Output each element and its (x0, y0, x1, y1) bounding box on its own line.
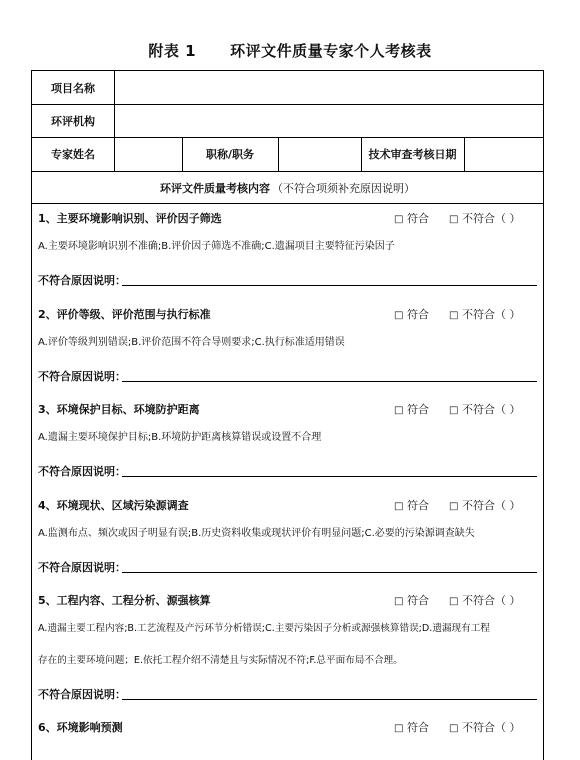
reason-line (122, 476, 537, 477)
reason-line (122, 285, 537, 286)
position-field[interactable] (279, 138, 361, 171)
checkbox-icon: □ (394, 405, 404, 416)
agency-field[interactable] (115, 105, 543, 137)
checkbox-icon: □ (449, 310, 459, 321)
row-divider (32, 203, 543, 204)
checkbox-icon: □ (449, 214, 459, 225)
expert-name-label: 专家姓名 (51, 148, 95, 161)
section-description: A.主要环境影响识别不准确;B.评价因子筛选不准确;C.遗漏项目主要特征污染因子 (38, 241, 395, 252)
checkbox-icon: □ (394, 596, 404, 607)
reason-label: 不符合原因说明： (38, 465, 126, 478)
checkbox-icon: □ (394, 723, 404, 734)
checkbox-icon: □ (394, 214, 404, 225)
section-title (38, 401, 537, 419)
section-description: A.监测布点、频次或因子明显有误;B.历史资料收集或现状评价有明显问题;C.必要的污染源调查缺失 (38, 528, 475, 539)
section-title-text: 3、环境保护目标、环境防护距离 (38, 403, 200, 416)
section-description: A.遗漏主要工程内容;B.工艺流程及产污环节分析错误;C.主要污染因子分析或源强核算错误;D.遗漏现有工程 (38, 623, 490, 634)
section-title-text: 5、工程内容、工程分析、源强核算 (38, 594, 211, 607)
reason-row[interactable] (38, 686, 537, 702)
reason-label: 不符合原因说明： (38, 688, 126, 701)
checkbox-icon: □ (449, 501, 459, 512)
section-title-text: 2、评价等级、评价范围与执行标准 (38, 308, 211, 321)
content-heading (32, 173, 543, 203)
project-name-field[interactable] (115, 71, 543, 104)
checkbox-icon: □ (394, 310, 404, 321)
section-description: A.评价等级判别错误;B.评价范围不符合导则要求;C.执行标准适用错误 (38, 337, 345, 348)
reason-label: 不符合原因说明： (38, 561, 126, 574)
project-name-label: 项目名称 (51, 81, 95, 95)
option-no[interactable]: □ 不符合（ ） (449, 499, 521, 512)
section-title-text: 4、环境现状、区域污染源调查 (38, 499, 189, 512)
reason-line (122, 572, 537, 573)
review-date-field[interactable] (465, 138, 543, 171)
reason-row[interactable] (38, 559, 537, 575)
section-title (38, 592, 537, 610)
option-no[interactable]: □ 不符合（ ） (449, 721, 521, 734)
content-heading-note: （不符合项须补充原因说明） (272, 182, 415, 195)
option-yes[interactable]: □ 符合 (394, 212, 429, 225)
section-description: A.遗漏主要环境保护目标;B.环境防护距离核算错误或设置不合理 (38, 432, 322, 443)
form-name: 环评文件质量专家个人考核表 (230, 42, 432, 60)
section-title (38, 497, 537, 515)
section-title (38, 306, 537, 324)
section-title (38, 210, 537, 228)
checkbox-icon: □ (449, 405, 459, 416)
appendix-label: 附表 1 (148, 42, 197, 60)
agency-label: 环评机构 (51, 114, 95, 128)
option-yes[interactable]: □ 符合 (394, 499, 429, 512)
option-no[interactable]: □ 不符合（ ） (449, 403, 521, 416)
checkbox-icon: □ (449, 723, 459, 734)
reason-row[interactable] (38, 463, 537, 479)
checkbox-icon: □ (394, 501, 404, 512)
section-title-text: 6、环境影响预测 (38, 721, 123, 734)
reason-row[interactable] (38, 368, 537, 384)
option-no[interactable]: □ 不符合（ ） (449, 594, 521, 607)
option-no[interactable]: □ 不符合（ ） (449, 308, 521, 321)
option-yes[interactable]: □ 符合 (394, 308, 429, 321)
checkbox-icon: □ (449, 596, 459, 607)
content-heading-main: 环评文件质量考核内容 (160, 182, 270, 195)
expert-name-field[interactable] (115, 138, 182, 171)
row-divider (32, 171, 543, 172)
reason-line (122, 381, 537, 382)
option-yes[interactable]: □ 符合 (394, 721, 429, 734)
section-title-text: 1、主要环境影响识别、评价因子筛选 (38, 212, 222, 225)
form-title (0, 40, 580, 61)
assessment-form (31, 70, 544, 760)
reason-label: 不符合原因说明： (38, 274, 126, 287)
option-yes[interactable]: □ 符合 (394, 403, 429, 416)
review-date-label: 技术审查考核日期 (368, 148, 457, 161)
reason-label: 不符合原因说明： (38, 370, 126, 383)
section-title (38, 719, 537, 737)
position-label: 职称/职务 (205, 148, 255, 161)
option-yes[interactable]: □ 符合 (394, 594, 429, 607)
reason-row[interactable] (38, 272, 537, 288)
reason-line (122, 699, 537, 700)
section-description: 存在的主要环境问题；E.依托工程介绍不清楚且与实际情况不符;F.总平面布局不合理。 (38, 655, 403, 666)
option-no[interactable]: □ 不符合（ ） (449, 212, 521, 225)
